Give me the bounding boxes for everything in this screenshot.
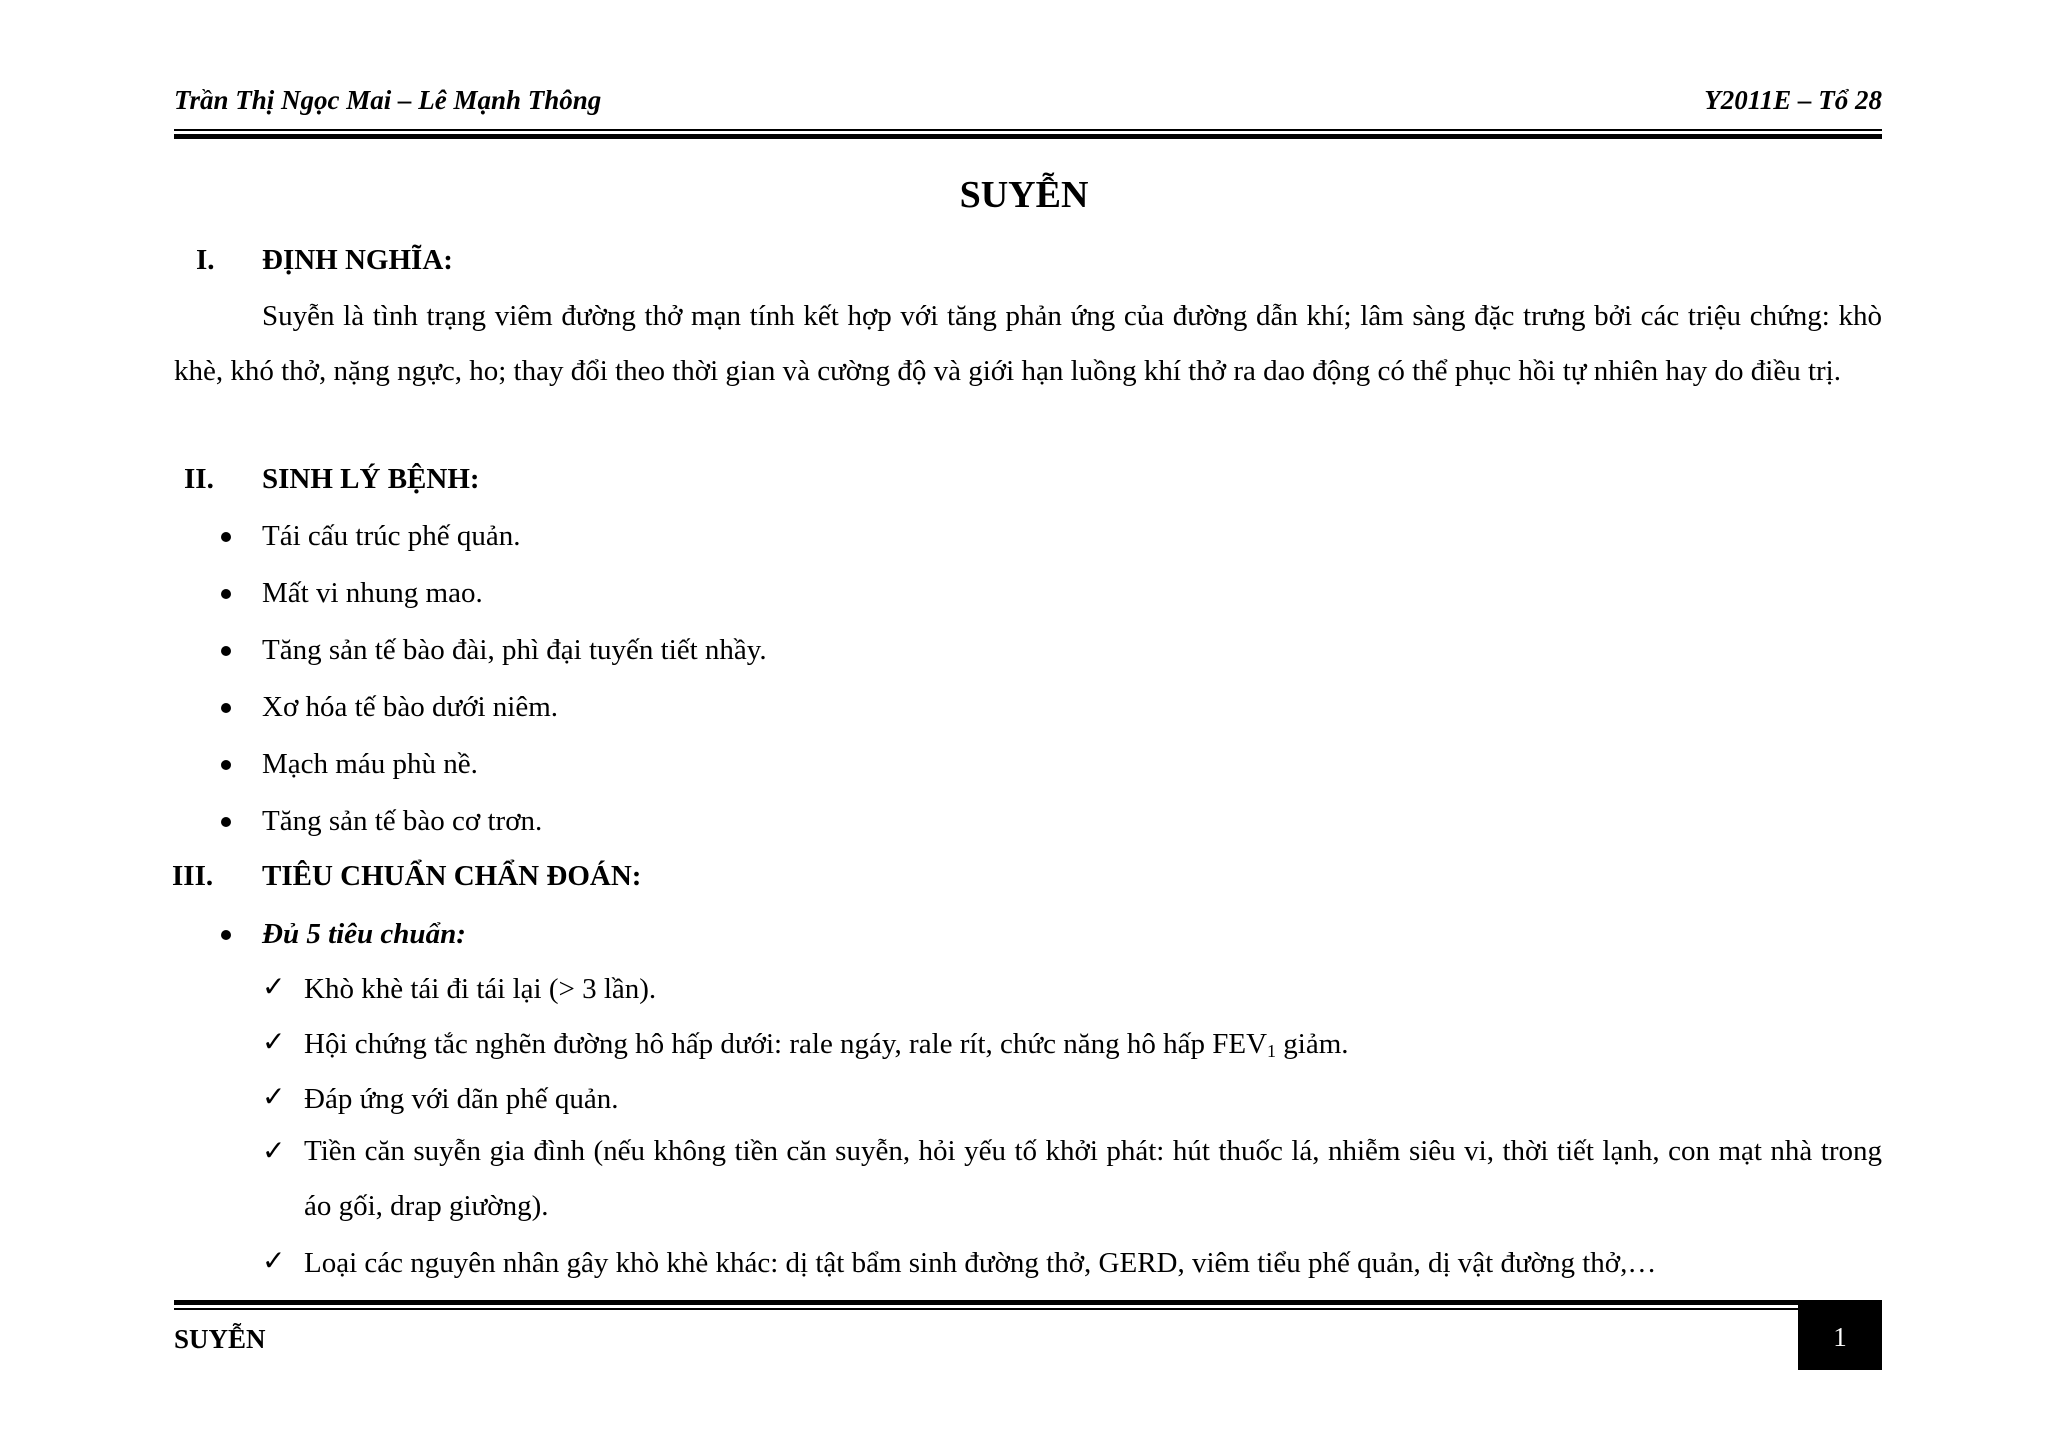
section-number: II. (184, 463, 214, 495)
criteria-heading-text: Đủ 5 tiêu chuẩn: (262, 918, 466, 950)
criteria-item-text: Hội chứng tắc nghẽn đường hô hấp dưới: rale ngáy, rale rít, chức năng hô hấp $FEV_1$ giảm. (304, 1028, 1349, 1061)
header-group: Y2011E – Tổ 28 (1704, 85, 1882, 115)
check-icon: ✓ (262, 1025, 286, 1058)
list-item-text: Tăng sản tế bào đài, phì đại tuyến tiết nhầy. (262, 634, 767, 666)
section-label: SINH LÝ BỆNH: (262, 463, 480, 495)
list-item-text: Mất vi nhung mao. (262, 577, 483, 609)
bullet-icon (221, 760, 231, 770)
header-rule-thin (174, 129, 1882, 131)
section-label: TIÊU CHUẨN CHẨN ĐOÁN: (262, 860, 642, 892)
footer-rule-thin (174, 1308, 1882, 1310)
section-number: I. (196, 244, 215, 276)
bullet-icon (221, 589, 231, 599)
header-rule-thick (174, 134, 1882, 139)
section-label: ĐỊNH NGHĨA: (262, 244, 453, 276)
bullet-icon (221, 703, 231, 713)
definition-paragraph: Suyễn là tình trạng viêm đường thở mạn tính kết hợp với tăng phản ứng của đường dẫn khí; lâm sàng đặc trưng bởi các triệu chứng: khò khè, khó thở, nặng ngực, ho; thay đổi theo thời gian và cường độ và giới hạn luồng khí thở ra dao động có thể phục hồi tự nhiên hay do điều trị. (174, 300, 1882, 387)
list-item-text: Mạch máu phù nề. (262, 748, 478, 780)
list-item-text: Tái cấu trúc phế quản. (262, 520, 521, 552)
criteria-item-text: Đáp ứng với dãn phế quản. (304, 1083, 619, 1115)
check-icon: ✓ (262, 1080, 286, 1113)
page-number: 1 (1798, 1304, 1882, 1370)
criteria-item-text: Khò khè tái đi tái lại (> 3 lần). (304, 973, 657, 1005)
criteria-item-text: Loại các nguyên nhân gây khò khè khác: dị tật bẩm sinh đường thở, GERD, viêm tiểu phế quản, dị vật đường thở,… (304, 1247, 1657, 1279)
footer-rule-thick (174, 1300, 1882, 1305)
bullet-icon (221, 646, 231, 656)
bullet-icon (221, 532, 231, 542)
subscript: 1 (1267, 1041, 1277, 1061)
list-item-text: Tăng sản tế bào cơ trơn. (262, 805, 543, 837)
section-number: III. (172, 860, 214, 892)
check-icon: ✓ (262, 1244, 286, 1277)
criteria-item-text: Tiền căn suyễn gia đình (nếu không tiền căn suyễn, hỏi yếu tố khởi phát: hút thuốc lá, nhiễm siêu vi, thời tiết lạnh, con mạt nhà trong áo gối, drap giường). (304, 1135, 1882, 1222)
check-icon: ✓ (262, 1134, 286, 1167)
footer-label: SUYỄN (174, 1324, 266, 1354)
page-title: SUYỄN (959, 174, 1089, 216)
header-authors: Trần Thị Ngọc Mai – Lê Mạnh Thông (174, 85, 602, 115)
check-icon: ✓ (262, 970, 286, 1003)
bullet-icon (221, 817, 231, 827)
bullet-icon (221, 930, 231, 940)
list-item-text: Xơ hóa tế bào dưới niêm. (262, 691, 559, 723)
